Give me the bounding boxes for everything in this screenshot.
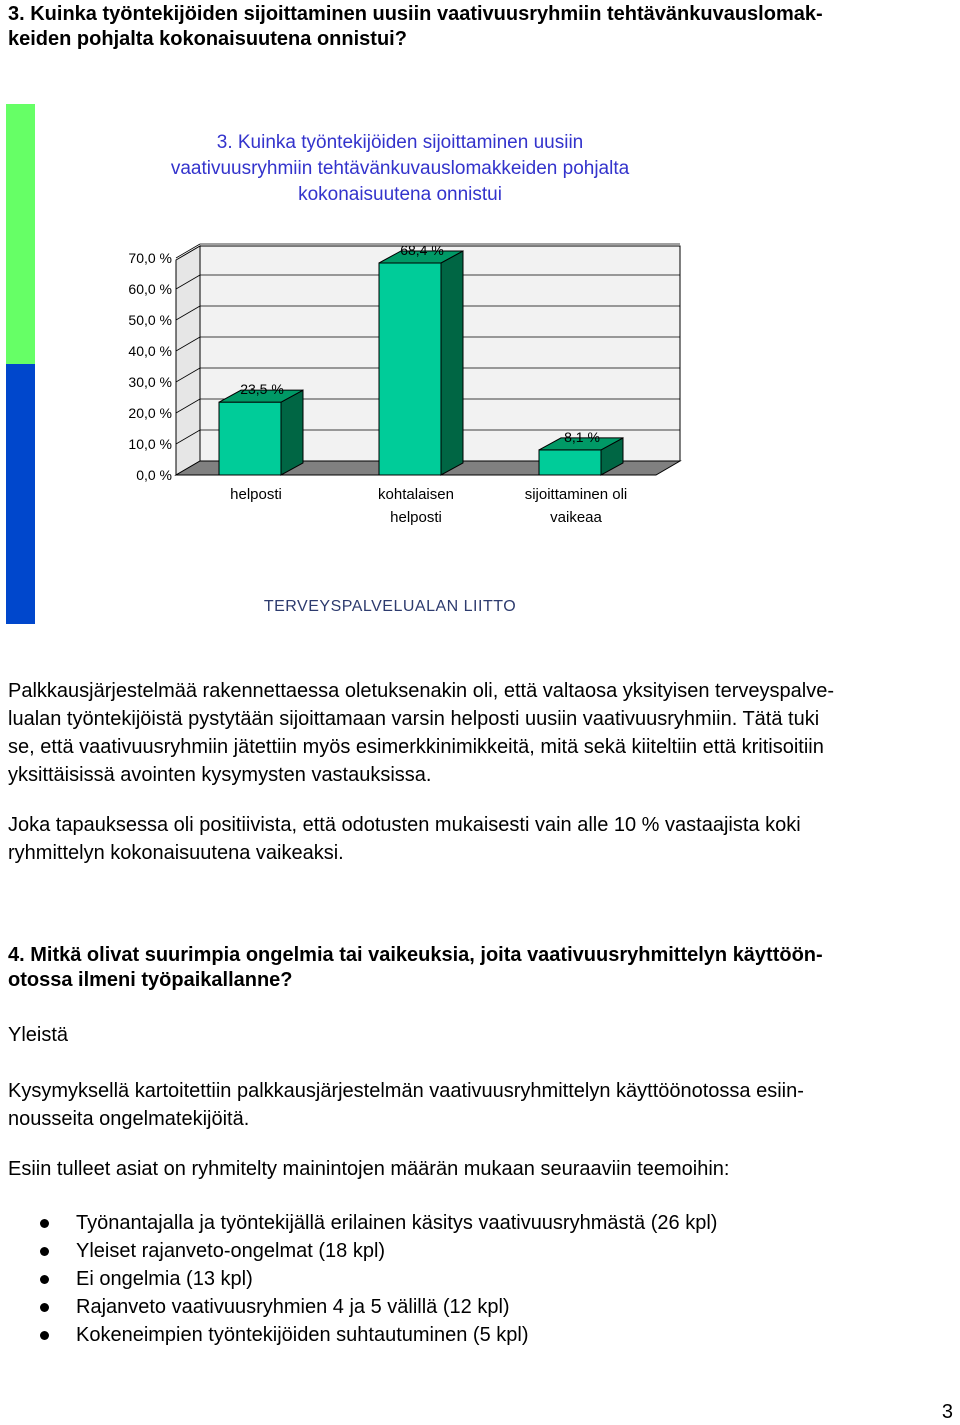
section-3-heading [8, 2, 952, 52]
paragraph-3 [8, 1077, 952, 1133]
bar [379, 263, 441, 475]
y-tick-label: 30,0 % [128, 374, 172, 390]
list-item: Kokeneimpien työntekijöiden suhtautuminen (5 kpl) [0, 1321, 960, 1349]
bar-side [281, 390, 303, 475]
paragraph-2 [8, 811, 952, 867]
chart-side-wall [176, 246, 200, 475]
bar [219, 402, 281, 475]
y-tick-label: 60,0 % [128, 281, 172, 297]
data-label: 8,1 % [564, 428, 600, 445]
paragraph-1-line: lualan työntekijöistä pystytään sijoittamaan varsin helposti uusiin vaativuusryhmiin. Tätä tuki [8, 708, 820, 730]
category-label: kohtalaisen [378, 486, 454, 503]
list-item: Rajanveto vaativuusryhmien 4 ja 5 välillä (12 kpl) [0, 1293, 960, 1321]
y-tick-label: 10,0 % [128, 436, 172, 452]
data-label: 23,5 % [240, 381, 284, 398]
section-3-heading-line2: keiden pohjalta kokonaisuutena onnistui? [8, 28, 407, 50]
category-label: helposti [390, 509, 442, 526]
y-tick-label: 20,0 % [128, 405, 172, 421]
page-number: 3 [941, 1401, 953, 1423]
paragraph-2-line: Joka tapauksessa oli positiivista, että odotusten mukaisesti vain alle 10 % vastaajista koki [8, 814, 801, 836]
paragraph-1 [8, 677, 952, 789]
list-item: Ei ongelmia (13 kpl) [0, 1265, 960, 1293]
theme-list [0, 1209, 960, 1349]
y-tick-label: 40,0 % [128, 343, 172, 359]
chart-title-line: kokonaisuutena onnistui [298, 184, 502, 205]
paragraph-1-line: se, että vaativuusryhmiin jätettiin myös esimerkkinimikkeitä, mitä sekä kiiteltiin että kritisoitiin [8, 736, 824, 758]
org-name: TERVEYSPALVELUALAN LIITTO [263, 598, 517, 615]
y-tick-label: 70,0 % [128, 250, 172, 266]
bar-side [441, 251, 463, 475]
paragraph-3-line: Kysymyksellä kartoitettiin palkkausjärjestelmän vaativuusryhmittelyn käyttöönotossa esiin- [8, 1080, 804, 1102]
chart-title-line: 3. Kuinka työntekijöiden sijoittaminen uusiin [216, 132, 584, 153]
chart-title-line: vaativuusryhmiin tehtävänkuvauslomakkeiden pohjalta [170, 158, 630, 179]
paragraph-4: Esiin tulleet asiat on ryhmitelty mainintojen määrän mukaan seuraaviin teemoihin: [8, 1158, 730, 1180]
paragraph-2-line: ryhmittelyn kokonaisuutena vaikeaksi. [8, 842, 344, 864]
section-3-heading-line1: 3. Kuinka työntekijöiden sijoittaminen uusiin vaativuusryhmiin tehtävänkuvauslomak- [8, 3, 823, 25]
category-label: vaikeaa [550, 509, 602, 526]
category-label: sijoittaminen oli [524, 486, 628, 503]
bar-chart [0, 100, 960, 630]
paragraph-3-line: nousseita ongelmatekijöitä. [8, 1108, 250, 1130]
chart-figure [0, 100, 960, 630]
category-label: helposti [230, 486, 282, 503]
subheading-yleista: Yleistä [8, 1024, 69, 1046]
y-tick-label: 0,0 % [136, 467, 172, 483]
paragraph-1-line: Palkkausjärjestelmää rakennettaessa oletuksenakin oli, että valtaosa yksityisen terveyspalve- [8, 680, 834, 702]
section-4-heading [8, 943, 952, 993]
y-tick-label: 50,0 % [128, 312, 172, 328]
list-item: Työnantajalla ja työntekijällä erilainen käsitys vaativuusryhmästä (26 kpl) [0, 1209, 960, 1237]
list-item: Yleiset rajanveto-ongelmat (18 kpl) [0, 1237, 960, 1265]
section-4-heading-line2: otossa ilmeni työpaikallanne? [8, 969, 293, 991]
paragraph-1-line: yksittäisissä avointen kysymysten vastauksissa. [8, 764, 432, 786]
section-4-heading-line1: 4. Mitkä olivat suurimpia ongelmia tai vaikeuksia, joita vaativuusryhmittelyn käyttöön- [8, 944, 823, 966]
bar [539, 450, 601, 475]
data-label: 68,4 % [400, 241, 444, 258]
